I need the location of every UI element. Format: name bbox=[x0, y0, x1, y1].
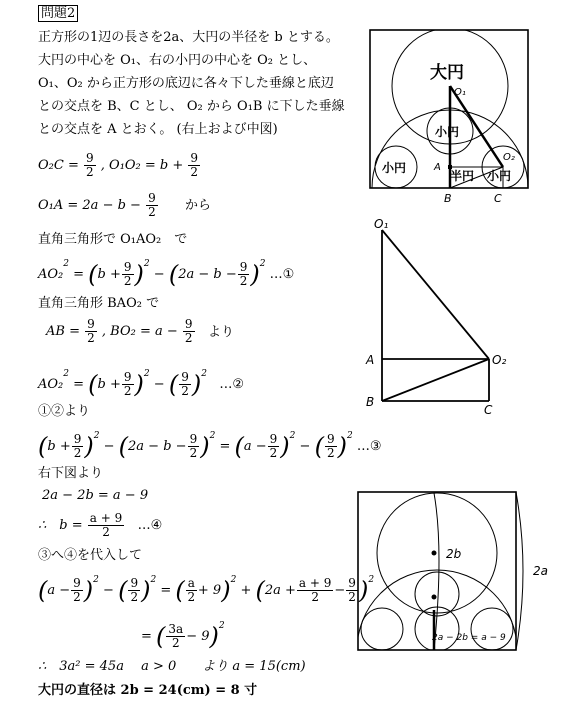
label-o1: O₁ bbox=[374, 217, 389, 231]
yori-text: より bbox=[208, 325, 235, 340]
label-2a-2b: 2a − 2b = a − 9 bbox=[432, 633, 506, 643]
figure-right-triangle bbox=[366, 217, 532, 423]
label-c: C bbox=[484, 403, 493, 417]
intro-line-2: 大円の中心を O₁、右の小円の中心を O₂ とし、 bbox=[38, 53, 317, 68]
label-big-circle: 大円 bbox=[430, 63, 464, 83]
figure-circles-in-square bbox=[370, 30, 530, 205]
from-lower-right-fig: 右下図より bbox=[38, 466, 104, 481]
eq-2: AO₂$^2$ = (b + $\frac{9}{2}$ )$^2$ − ( $\frac{9}{2}$ )$^2$ …② bbox=[38, 369, 245, 399]
intro-line-3: O₁、O₂ から正方形の底辺に各々下した垂線と底辺 bbox=[38, 76, 334, 91]
intro-line-4: との交点を B、C とし、 O₂ から O₁B に下した垂線 bbox=[38, 99, 345, 114]
right-triangle-2: 直角三角形 BAO₂ で bbox=[38, 296, 160, 311]
label-b: B bbox=[366, 395, 375, 409]
label-a: A bbox=[434, 162, 441, 173]
label-o2: O₂ bbox=[503, 152, 515, 163]
label-b: B bbox=[444, 192, 452, 205]
label-c: C bbox=[494, 192, 502, 205]
label-small-circle: 小円 bbox=[435, 125, 460, 139]
eq-result: ∴ 3a² = 45a a > 0 より a = 15(cm) bbox=[38, 659, 306, 674]
eq-4: ∴ b = $\frac{a + 9}{2}$ …④ bbox=[38, 511, 163, 539]
intro-line-1: 正方形の1辺の長さを2a、大円の半径を b とする。 bbox=[38, 30, 339, 45]
right-triangle-1: 直角三角形で O₁AO₂ で bbox=[38, 232, 188, 247]
label-2a: 2a bbox=[533, 564, 548, 578]
label-small-circle-left: 小円 bbox=[382, 161, 407, 175]
label-o1: O₁ bbox=[454, 87, 466, 98]
eq-ab: AB = $\frac{9}{2}$ , BO₂ = a − $\frac{9}{2}$ bbox=[46, 317, 193, 345]
from-1-2: ①②より bbox=[38, 404, 91, 419]
intro-line-5: との交点を A とおく。 (右上および中図) bbox=[38, 122, 278, 137]
eq-simplified: = ( $\frac{3a}{2}$ − 9)$^2$ bbox=[141, 621, 225, 651]
label-small-circle-right: 小円 bbox=[487, 169, 512, 183]
fraction: $\frac{9}{2}$ bbox=[85, 151, 94, 179]
eq-o1a: O₁A = 2a − b − $\frac{9}{2}$ bbox=[38, 191, 156, 219]
eq-substituted: (a − $\frac{9}{2}$ )$^2$ − ( $\frac{9}{2}$ )$^2$ = ( $\frac{a}{2}$ + 9)$^2$ + (2a + $\frac{a + 9}{2}$ − $\frac{9}{2}$ )$^2$ bbox=[38, 575, 375, 605]
final-answer: 大円の直径は 2b = 24(cm) = 8 寸 bbox=[38, 683, 258, 698]
kara-text: から bbox=[185, 198, 212, 213]
eq-1: AO₂$^2$ = (b + $\frac{9}{2}$ )$^2$ − (2a − b − $\frac{9}{2}$ )$^2$ …① bbox=[38, 259, 295, 289]
label-a: A bbox=[366, 353, 375, 367]
fraction: $\frac{9}{2}$ bbox=[148, 191, 156, 219]
problem-title: 問題2 bbox=[38, 6, 78, 22]
label-o2: O₂ bbox=[492, 353, 507, 367]
label-half-circle: 半円 bbox=[450, 169, 475, 183]
eq-3: (b + $\frac{9}{2}$ )$^2$ − (2a − b − $\frac{9}{2}$ )$^2$ = (a − $\frac{9}{2}$ )$^2$ − ( $\frac{9}{2}$ )$^2$ …③ bbox=[38, 431, 382, 461]
label-2b: 2b bbox=[446, 547, 462, 561]
substitute-line: ③へ④を代入して bbox=[38, 548, 143, 563]
eq-2a-2b: 2a − 2b = a − 9 bbox=[42, 488, 149, 503]
figure-diameter-relation bbox=[358, 490, 558, 660]
fraction: $\frac{9}{2}$ bbox=[190, 151, 199, 179]
eq-o2c: O₂C = $\frac{9}{2}$ , O₁O₂ = b + $\frac{9}{2}$ bbox=[38, 151, 199, 179]
